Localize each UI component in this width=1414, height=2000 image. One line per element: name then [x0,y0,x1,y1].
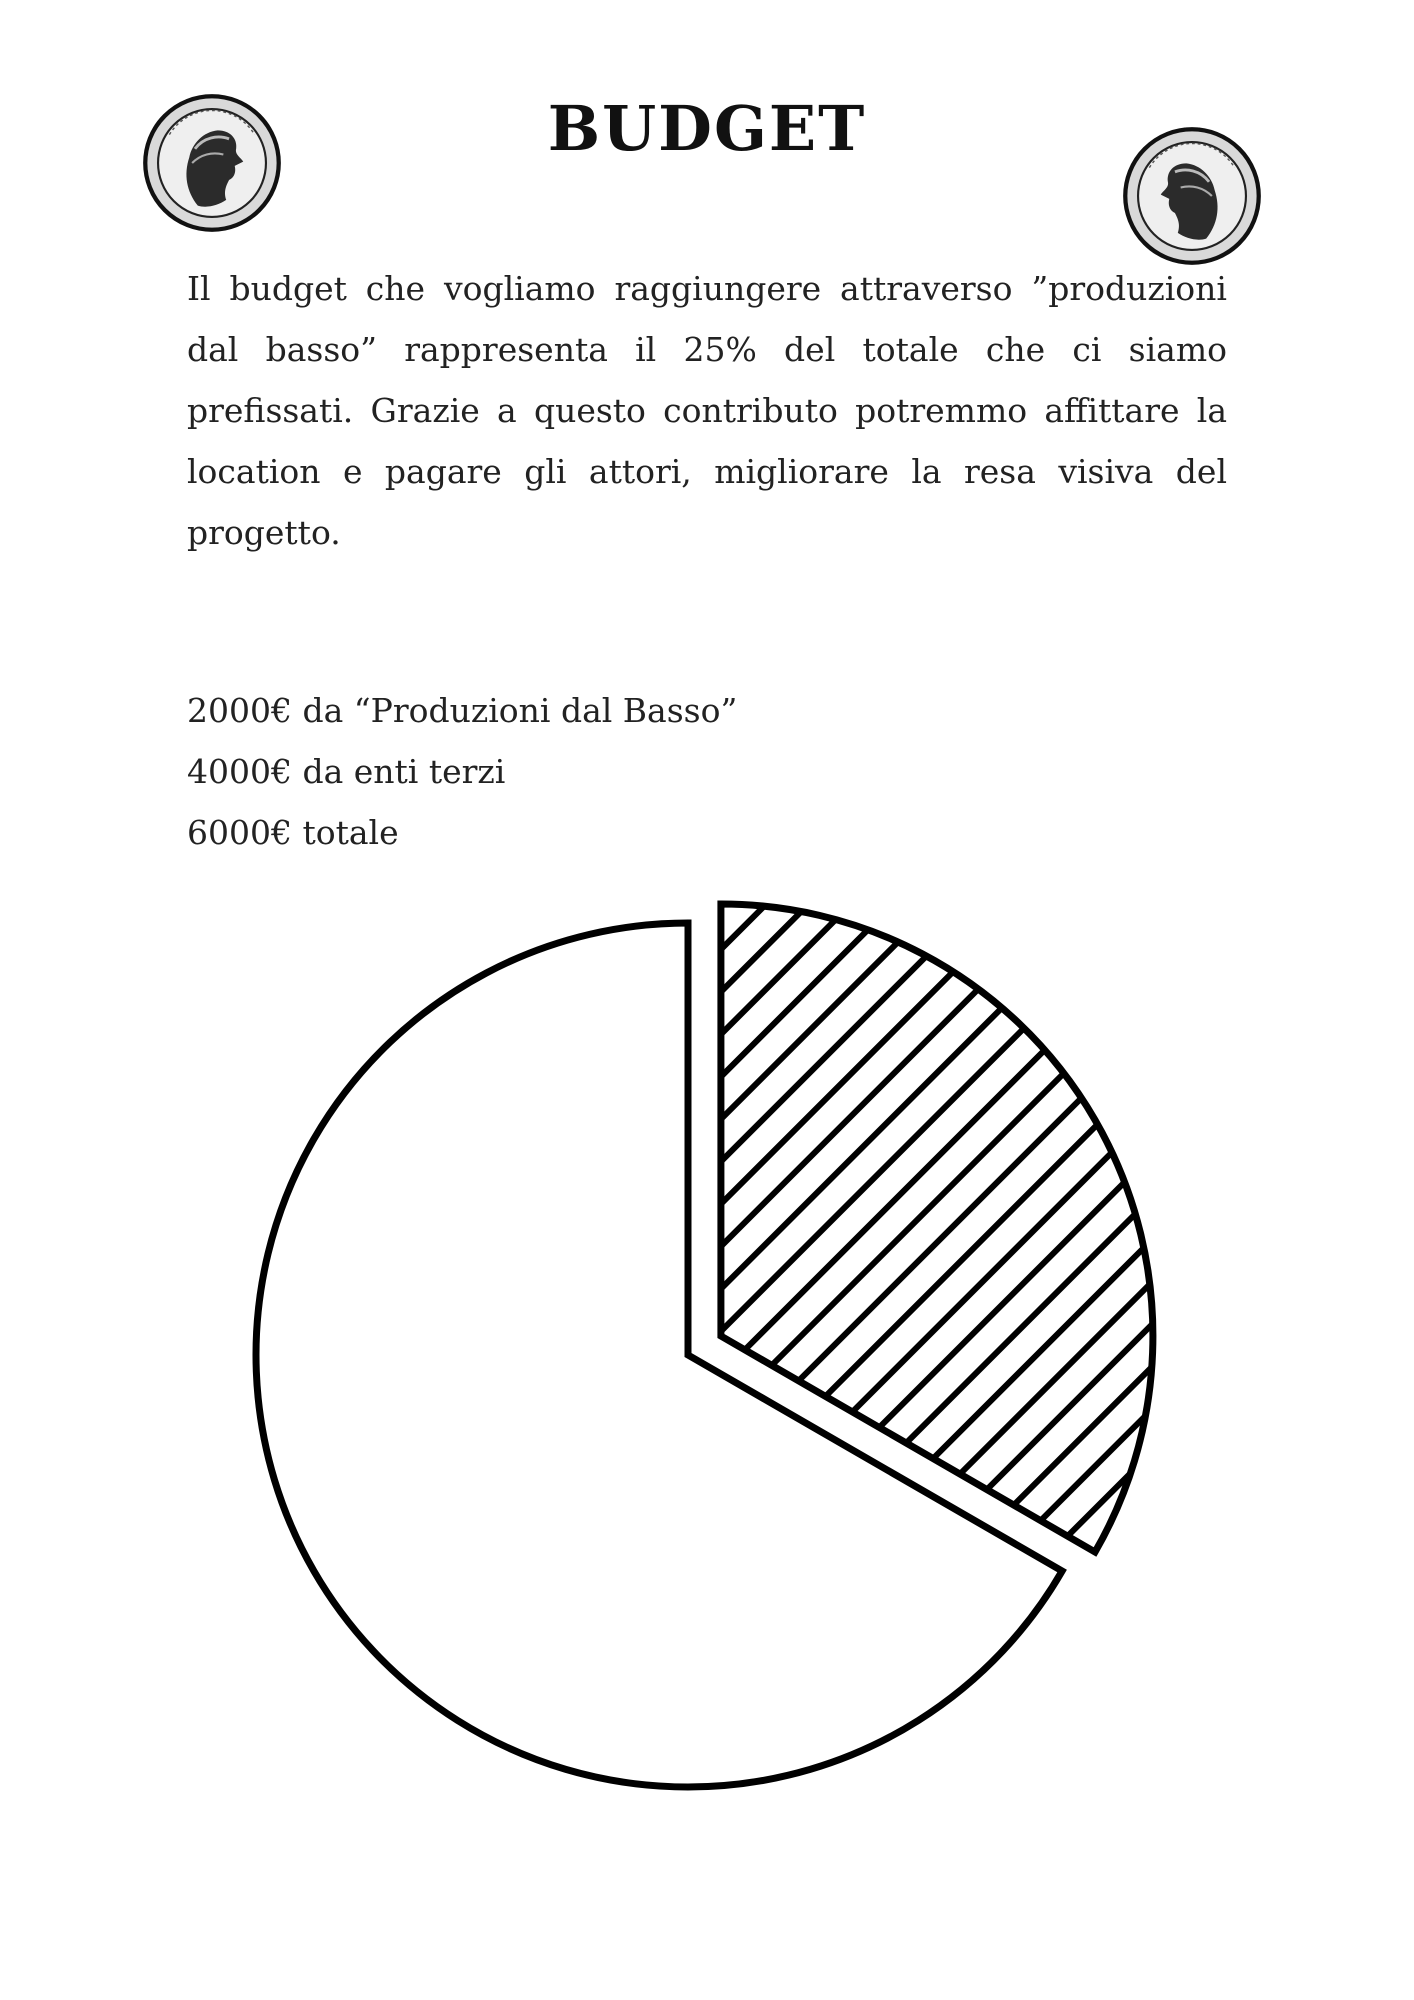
budget-line-produzioni: 2000€ da “Produzioni dal Basso” [187,691,738,730]
page-title: BUDGET [547,92,867,165]
pie-chart [0,860,1414,1890]
budget-list [187,680,737,863]
budget-line-enti-terzi: 4000€ da enti terzi [187,752,506,791]
intro-paragraph: Il budget che vogliamo raggiungere attraverso ”produzioni dal basso” rappresenta il 25% del totale che ci siamo prefissati. Grazie a questo contributo potremmo affittare la location e pagare gli attori, migliorare la resa visiva del progetto. [187,269,1227,552]
budget-line-totale: 6000€ totale [187,813,399,852]
